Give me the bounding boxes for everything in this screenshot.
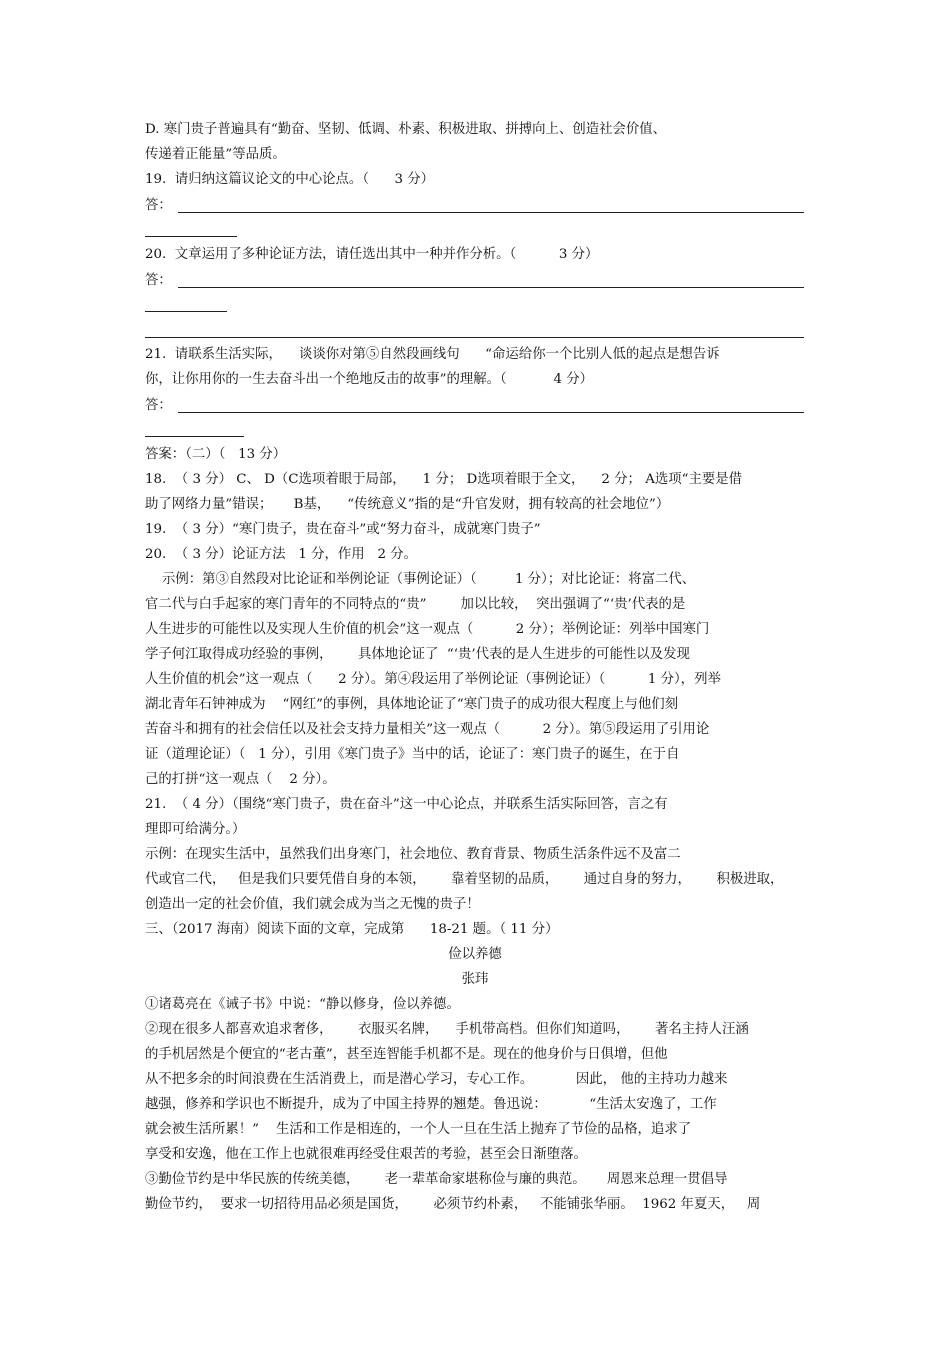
answer-20-line-1: 20. （ 3 分）论证方法 1 分，作用 2 分。 (145, 547, 418, 562)
article-author: 张玮 (461, 972, 489, 987)
article-line-7: 享受和安逸，他在工作上也就很难再经受住艰苦的考验，甚至会日渐堕落。 (145, 1147, 587, 1162)
question-19: 19. 请归纳这篇议论文的中心论点。（ 3 分） (145, 172, 435, 187)
answers-header: 答案：（二）（ 13 分） (145, 447, 287, 462)
section-3-intro: 三、（2017 海南）阅读下面的文章，完成第 18-21 题。（ 11 分） (145, 922, 559, 937)
article-line-5: 越强，修养和学识也不断提升，成为了中国主持界的翘楚。鲁迅说： “生活太安逸了，工作 (145, 1097, 717, 1112)
article-line-6: 就会被生活所累！” 生活和工作是相连的，一个人一旦在生活上抛弃了节俭的品格，追求了 (145, 1122, 692, 1137)
answer-line-20-c (145, 337, 804, 338)
article-line-3: 的手机居然是个便宜的“老古董”，甚至连智能手机都不是。现在的他身价与日俱增，但他 (145, 1047, 668, 1062)
article-line-8: ③勤俭节约是中华民族的传统美德， 老一辈革命家堪称俭与廉的典范。 周恩来总理一贯倡导 (145, 1172, 728, 1187)
answer-21-line-3: 示例：在现实生活中，虽然我们出身寒门，社会地位、教育背景、物质生活条件远不及富二 (145, 847, 681, 862)
answer-20-line-2: 示例：第③自然段对比论证和举例论证（事例论证）（ 1 分）；对比论证：将富二代、 (162, 572, 696, 587)
answer-20-line-10: 己的打拼“这一观点（ 2 分）。 (145, 772, 336, 787)
answer-20-line-4: 人生进步的可能性以及实现人生价值的机会”这一观点（ 2 分）；举例论证：列举中国寒门 (145, 622, 710, 637)
answer-20-line-9: 证（道理论证）（ 1 分），引用《寒门贵子》当中的话，论证了：寒门贵子的诞生，在于自 (145, 747, 680, 762)
answer-20-line-5: 学子何江取得成功经验的事例， 具体地论证了 “‘贵’代表的是人生进步的可能性以及发现 (145, 647, 690, 662)
answer-line-21-b (145, 436, 244, 437)
answer-21-line-1: 21. （ 4 分）（围绕“寒门贵子，贵在奋斗”这一中心论点，并联系生活实际回答，言之有 (145, 797, 668, 812)
answer-21-line-2: 理即可给满分。） (145, 822, 246, 837)
question-20: 20. 文章运用了多种论证方法，请任选出其中一种并作分析。（ 3 分） (145, 247, 599, 262)
question-21-line-1: 21. 请联系生活实际， 谈谈你对第⑤自然段画线句 “命运给你一个比别人低的起点是想告诉 (145, 347, 720, 362)
answer-19: 19. （ 3 分）“寒门贵子，贵在奋斗”或“努力奋斗，成就寒门贵子” (145, 522, 541, 537)
answer-label-20: 答： (145, 273, 172, 288)
answer-line-19-b (145, 236, 237, 237)
answer-18-line-2: 助了网络力量”错误； B基， “传统意义”指的是“升官发财，拥有较高的社会地位”） (145, 497, 670, 512)
option-d-line-2: 传递着正能量”等品质。 (145, 147, 286, 162)
answer-line-20 (178, 287, 804, 288)
article-title: 俭以养德 (448, 947, 502, 962)
answer-line-21 (178, 412, 804, 413)
answer-20-line-3: 官二代与白手起家的寒门青年的不同特点的“贵” 加以比较， 突出强调了“‘贵’代表的是 (145, 597, 686, 612)
answer-20-line-6: 人生价值的机会”这一观点（ 2 分）。第④段运用了举例论证（事例论证）（ 1 分），列举 (145, 672, 721, 687)
answer-21-line-4: 代或官二代， 但是我们只要凭借自身的本领， 靠着坚韧的品质， 通过自身的努力， 积极进取， (145, 872, 784, 887)
question-21-line-2: 你，让你用你的一生去奋斗出一个绝地反击的故事”的理解。（ 4 分） (145, 372, 594, 387)
answer-label-19: 答： (145, 198, 172, 213)
answer-21-line-5: 创造出一定的社会价值，我们就会成为当之无愧的贵子！ (145, 897, 480, 912)
answer-line-19 (178, 212, 804, 213)
answer-line-20-b (145, 311, 227, 312)
option-d-line-1: D. 寒门贵子普遍具有“勤奋、坚韧、低调、朴素、积极进取、拼搏向上、创造社会价值、 (145, 122, 667, 137)
article-line-9: 勤俭节约， 要求一切招待用品必须是国货， 必须节约朴素， 不能铺张华丽。 1962 年夏天， 周 (145, 1197, 761, 1212)
answer-label-21: 答： (145, 398, 172, 413)
answer-20-line-8: 苦奋斗和拥有的社会信任以及社会支持力量相关”这一观点（ 2 分）。第⑤段运用了引用论 (145, 722, 710, 737)
article-line-4: 从不把多余的时间浪费在生活消费上，而是潜心学习，专心工作。 因此， 他的主持功力越来 (145, 1072, 728, 1087)
answer-20-line-7: 湖北青年石钟神成为 “网红”的事例，具体地论证了“寒门贵子的成功很大程度上与他们刻 (145, 697, 679, 712)
answer-18-line-1: 18. （ 3 分） C、 D（C选项着眼于局部， 1 分； D选项着眼于全文， 2 分； A选项“主要是借 (145, 472, 743, 487)
article-line-1: ①诸葛亮在《诫子书》中说：“静以修身，俭以养德。 (145, 997, 460, 1012)
article-line-2: ②现在很多人都喜欢追求奢侈， 衣服买名牌， 手机带高档。但你们知道吗， 著名主持人汪涵 (145, 1022, 749, 1037)
